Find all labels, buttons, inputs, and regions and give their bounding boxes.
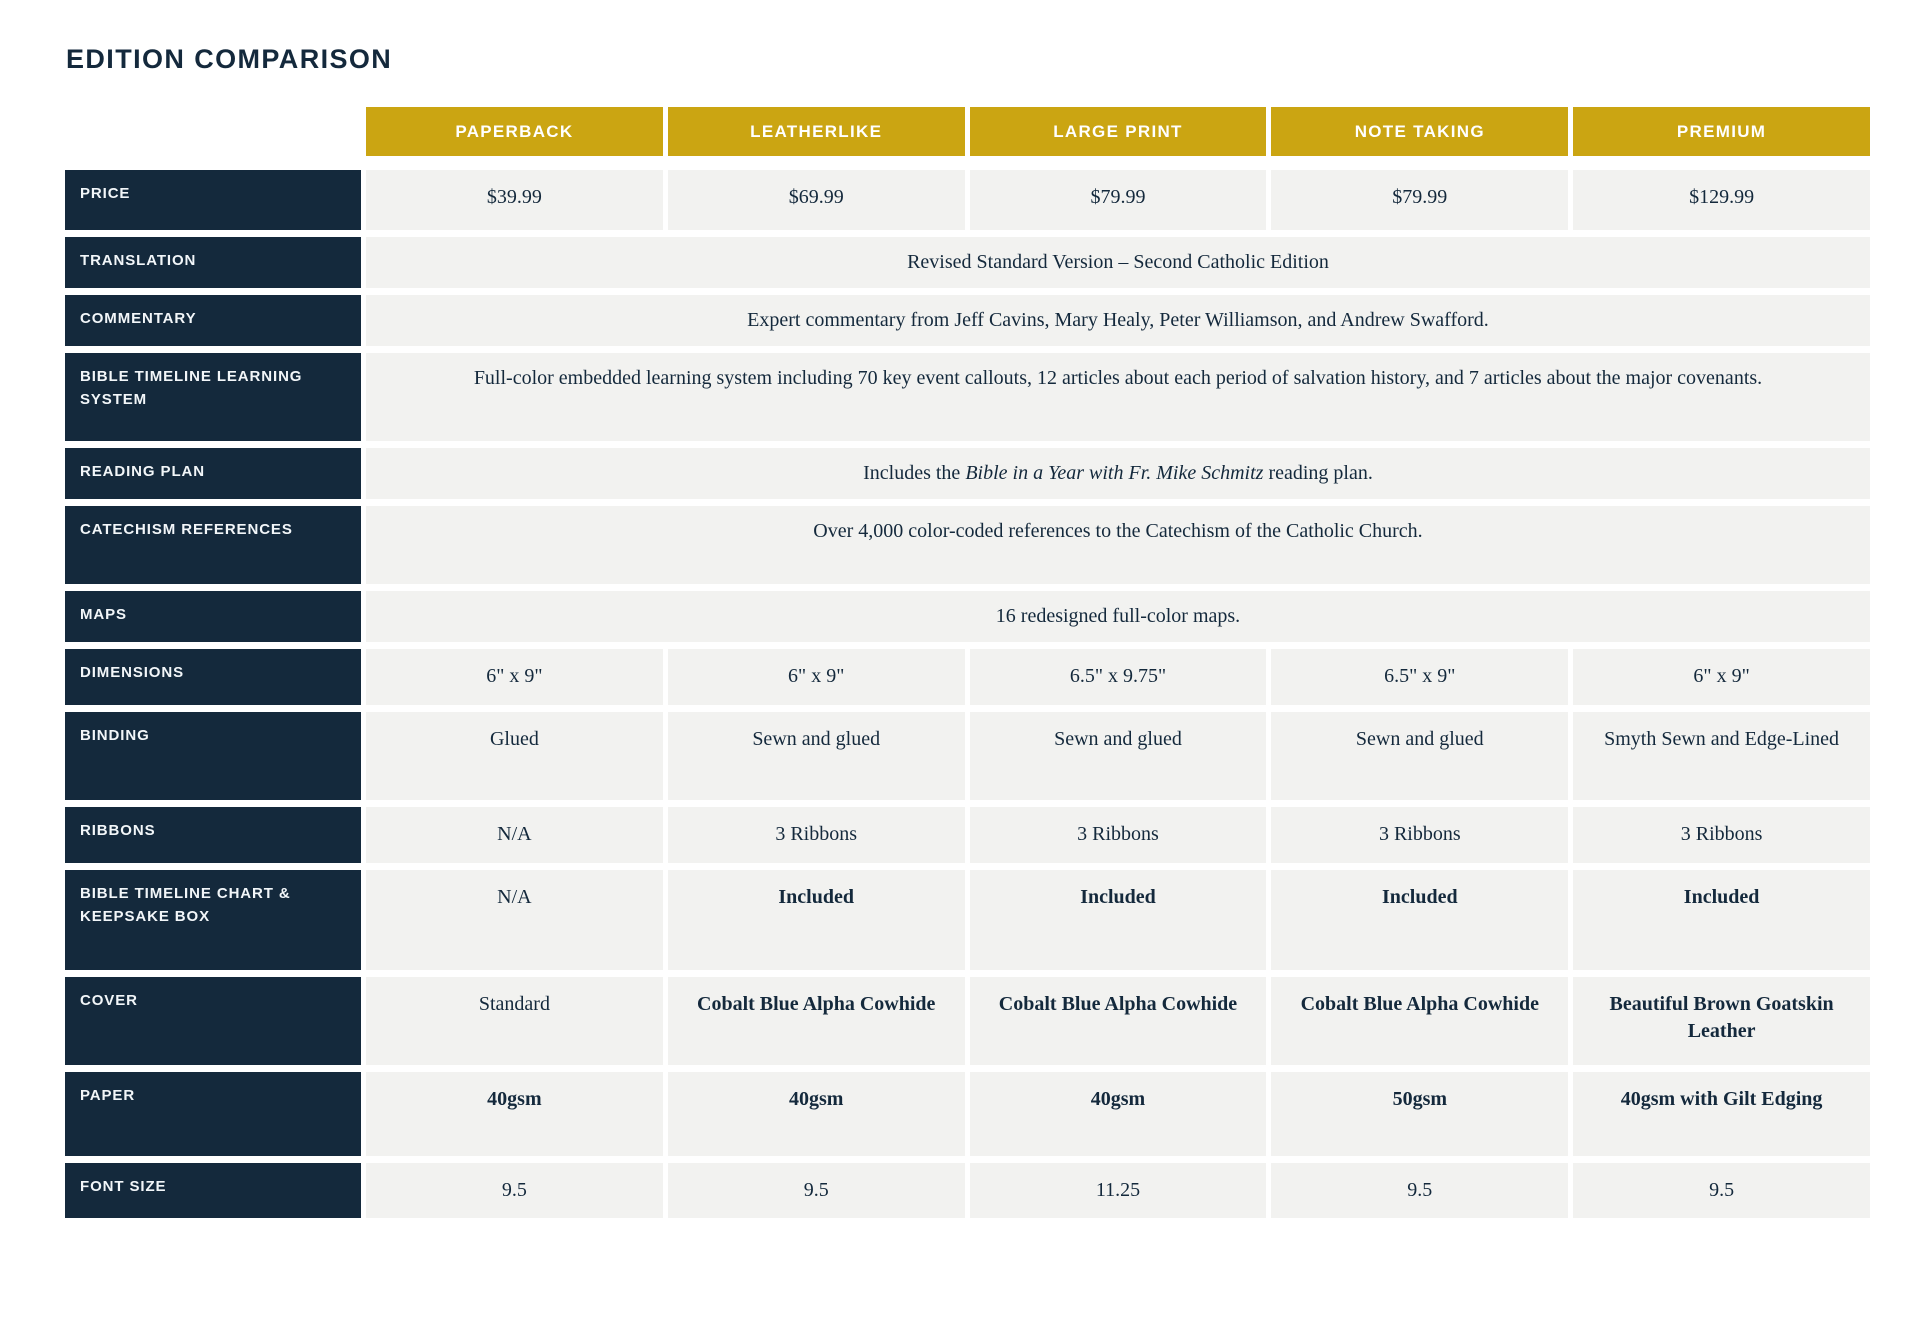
reading-plan-text: Includes the xyxy=(863,462,966,484)
cell-maps-span: 16 redesigned full-color maps. xyxy=(366,591,1870,642)
cell-bible-timeline-learning-system-span: Full-color embedded learning system including 70 key event callouts, 12 articles about each period of salvation history, and 7 articles about the major covenants. xyxy=(366,353,1870,441)
cell-commentary-span: Expert commentary from Jeff Cavins, Mary Healy, Peter Williamson, and Andrew Swafford. xyxy=(366,295,1870,346)
reading-plan-title-italic: Bible in a Year with Fr. Mike Schmitz xyxy=(965,462,1264,484)
cell-paper-premium: 40gsm with Gilt Edging xyxy=(1573,1072,1870,1156)
comparison-table xyxy=(65,107,1870,1218)
row-label-ribbons: RIBBONS xyxy=(65,807,361,863)
cell-font-size-paperback: 9.5 xyxy=(366,1163,663,1218)
column-header-paperback: PAPERBACK xyxy=(366,107,663,163)
cell-dimensions-large-print: 6.5" x 9.75" xyxy=(970,649,1267,705)
cell-paper-large-print: 40gsm xyxy=(970,1072,1267,1156)
cell-cover-leatherlike: Cobalt Blue Alpha Cowhide xyxy=(668,977,965,1065)
cell-font-size-leatherlike: 9.5 xyxy=(668,1163,965,1218)
row-label-catechism-references: CATECHISM REFERENCES xyxy=(65,506,361,584)
row-label-paper: PAPER xyxy=(65,1072,361,1156)
cell-binding-note-taking: Sewn and glued xyxy=(1271,712,1568,800)
cell-dimensions-leatherlike: 6" x 9" xyxy=(668,649,965,705)
cell-bible-timeline-chart-keepsake-box-leatherlike: Included xyxy=(668,870,965,970)
cell-price-large-print: $79.99 xyxy=(970,170,1267,230)
cell-ribbons-premium: 3 Ribbons xyxy=(1573,807,1870,863)
cell-ribbons-paperback: N/A xyxy=(366,807,663,863)
cell-binding-large-print: Sewn and glued xyxy=(970,712,1267,800)
cell-bible-timeline-chart-keepsake-box-large-print: Included xyxy=(970,870,1267,970)
reading-plan-text: reading plan. xyxy=(1263,462,1373,484)
cell-ribbons-leatherlike: 3 Ribbons xyxy=(668,807,965,863)
cell-binding-premium: Smyth Sewn and Edge-Lined xyxy=(1573,712,1870,800)
cell-dimensions-premium: 6" x 9" xyxy=(1573,649,1870,705)
row-label-bible-timeline-chart-keepsake-box: BIBLE TIMELINE CHART & KEEPSAKE BOX xyxy=(65,870,361,970)
cell-font-size-premium: 9.5 xyxy=(1573,1163,1870,1218)
cell-cover-large-print: Cobalt Blue Alpha Cowhide xyxy=(970,977,1267,1065)
row-label-binding: BINDING xyxy=(65,712,361,800)
cell-price-leatherlike: $69.99 xyxy=(668,170,965,230)
cell-bible-timeline-chart-keepsake-box-paperback: N/A xyxy=(366,870,663,970)
cell-translation-span: Revised Standard Version – Second Catholic Edition xyxy=(366,237,1870,288)
cell-cover-premium: Beautiful Brown Goatskin Leather xyxy=(1573,977,1870,1065)
cell-dimensions-paperback: 6" x 9" xyxy=(366,649,663,705)
page-title: EDITION COMPARISON xyxy=(66,44,393,74)
row-label-maps: MAPS xyxy=(65,591,361,642)
cell-catechism-references-span: Over 4,000 color-coded references to the Catechism of the Catholic Church. xyxy=(366,506,1870,584)
cell-price-paperback: $39.99 xyxy=(366,170,663,230)
column-header-premium: PREMIUM xyxy=(1573,107,1870,163)
cell-price-premium: $129.99 xyxy=(1573,170,1870,230)
column-header-large-print: LARGE PRINT xyxy=(970,107,1267,163)
row-label-commentary: COMMENTARY xyxy=(65,295,361,346)
row-label-reading-plan: READING PLAN xyxy=(65,448,361,499)
cell-font-size-large-print: 11.25 xyxy=(970,1163,1267,1218)
row-label-font-size: FONT SIZE xyxy=(65,1163,361,1218)
cell-paper-note-taking: 50gsm xyxy=(1271,1072,1568,1156)
cell-bible-timeline-chart-keepsake-box-premium: Included xyxy=(1573,870,1870,970)
cell-cover-note-taking: Cobalt Blue Alpha Cowhide xyxy=(1271,977,1568,1065)
cell-paper-leatherlike: 40gsm xyxy=(668,1072,965,1156)
cell-reading-plan-span xyxy=(366,448,1870,499)
cell-ribbons-note-taking: 3 Ribbons xyxy=(1271,807,1568,863)
row-label-translation: TRANSLATION xyxy=(65,237,361,288)
cell-bible-timeline-chart-keepsake-box-note-taking: Included xyxy=(1271,870,1568,970)
column-header-note-taking: NOTE TAKING xyxy=(1271,107,1568,163)
row-label-dimensions: DIMENSIONS xyxy=(65,649,361,705)
cell-ribbons-large-print: 3 Ribbons xyxy=(970,807,1267,863)
cell-dimensions-note-taking: 6.5" x 9" xyxy=(1271,649,1568,705)
row-label-bible-timeline-learning-system: BIBLE TIMELINE LEARNING SYSTEM xyxy=(65,353,361,441)
cell-paper-paperback: 40gsm xyxy=(366,1072,663,1156)
cell-font-size-note-taking: 9.5 xyxy=(1271,1163,1568,1218)
cell-binding-leatherlike: Sewn and glued xyxy=(668,712,965,800)
row-label-price: PRICE xyxy=(65,170,361,230)
cell-binding-paperback: Glued xyxy=(366,712,663,800)
cell-price-note-taking: $79.99 xyxy=(1271,170,1568,230)
cell-cover-paperback: Standard xyxy=(366,977,663,1065)
table-corner-spacer xyxy=(65,107,361,163)
row-label-cover: COVER xyxy=(65,977,361,1065)
column-header-leatherlike: LEATHERLIKE xyxy=(668,107,965,163)
